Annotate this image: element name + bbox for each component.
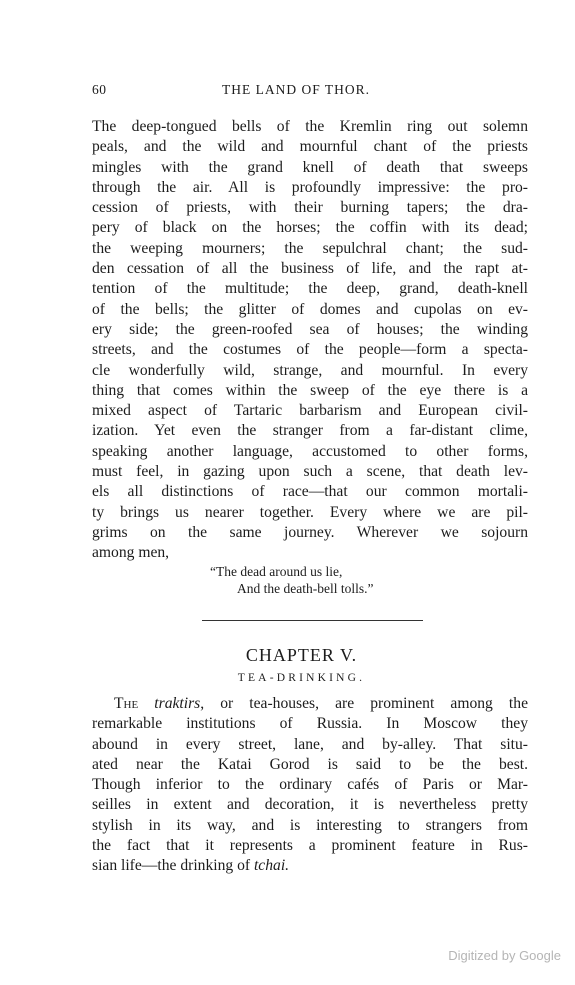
line-rest: , or tea-houses, are prominent among the [200,695,528,712]
quote-line: And the death-bell tolls.” [237,581,374,596]
text-line: stylish in its way, and is interesting to strangers from [92,816,528,834]
text-line: mingles with the grand knell of death that sweeps [92,158,528,176]
text-line: ery side; the green-roofed sea of houses; the winding [92,320,528,338]
text-line: cession of priests, with their burning tapers; the dra- [92,199,528,217]
text-line: remarkable institutions of Russia. In Moscow they [92,715,528,733]
text-line: must feel, in gazing upon such a scene, that death lev- [92,463,528,481]
text-line: speaking another language, accustomed to other forms, [92,442,528,460]
text-line: ated near the Katai Gorod is said to be the best. [92,755,528,773]
text-line: streets, and the costumes of the people—form a specta- [92,341,528,359]
lead-word: The [114,695,139,712]
text-line: grims on the same journey. Wherever we sojourn [92,523,528,541]
text-line: cle wonderfully wild, strange, and mournful. In every [92,361,528,379]
text-line: The deep-tongued bells of the Kremlin ring out solemn [92,118,528,135]
text-line: abound in every street, lane, and by-alley. That situ- [92,735,528,753]
text-line: among men, [92,544,170,562]
paragraph-funeral [92,117,528,564]
text-line: the weeping mourners; the sepulchral chant; the sud- [92,239,528,257]
text-line: pery of black on the horses; the coffin with its dead; [92,219,528,237]
page-number: 60 [92,82,107,97]
text-line: seilles in extent and decoration, it is nevertheless pretty [92,796,528,814]
line-start: sian life—the drinking of [92,857,254,875]
text-line: Though inferior to the ordinary cafés of Paris or Mar- [92,776,528,794]
text-line: tention of the multitude; the deep, grand, death-knell [92,280,528,298]
paragraph-tea-houses [92,694,528,877]
text-line [92,856,528,876]
running-head [92,82,528,102]
text-line: the fact that it represents a prominent feature in Rus- [92,837,528,855]
quote-line: “The dead around us lie, [210,564,343,579]
italic-term: traktirs [154,695,201,712]
text-line: through the air. All is profoundly impressive: the pro- [92,178,528,196]
text-line: ty brings us nearer together. Every where we are pil- [92,503,528,521]
text-line: peals, and the wild and mournful chant of the priests [92,138,528,156]
text-line: els all distinctions of race—that our common mortali- [92,483,528,501]
chapter-title: CHAPTER V. [245,645,358,665]
text-line: of the bells; the glitter of domes and cupolas on ev- [92,300,528,318]
verse-quote [210,563,373,597]
section-divider [202,620,423,621]
chapter-subtitle: TEA-DRINKING. [237,672,366,684]
text-line: ization. Yet even the stranger from a far-distant clime, [92,422,528,440]
running-title: THE LAND OF THOR. [222,82,370,97]
italic-term: tchai. [253,857,290,875]
text-line: thing that comes within the sweep of the eye there is a [92,381,528,399]
text-line: mixed aspect of Tartaric barbarism and European civil- [92,402,528,420]
text-line: den cessation of all the business of life, and the rapt at- [92,260,528,278]
digitized-watermark: Digitized by Google [448,948,561,963]
text-line [92,694,528,714]
